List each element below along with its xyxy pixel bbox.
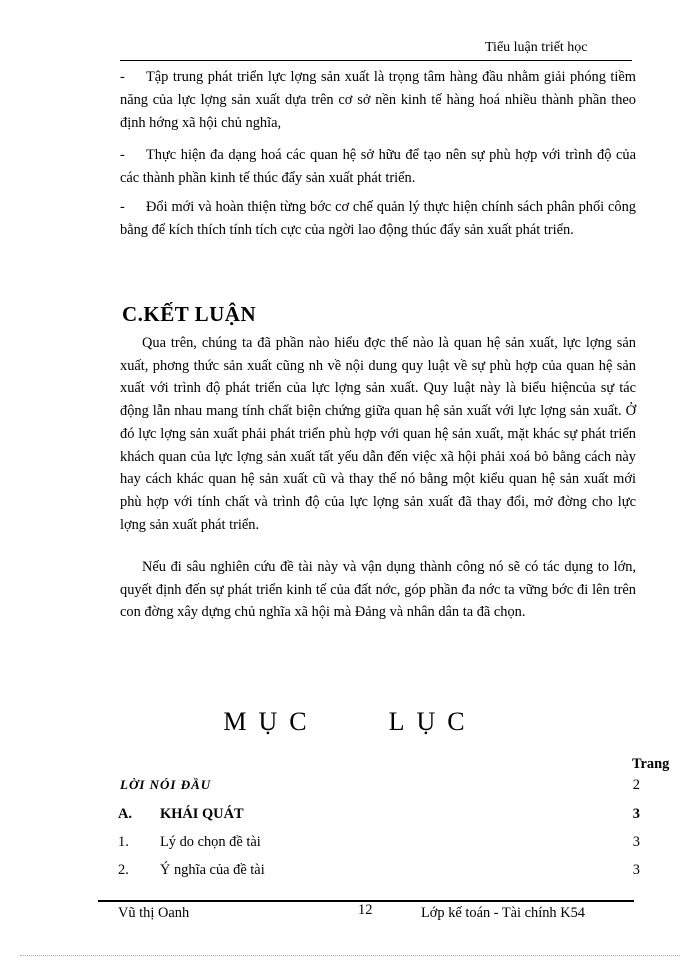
toc-row-page: 3 <box>632 862 640 878</box>
bullet-mark: - <box>120 199 125 215</box>
page-header: Tiểu luận triết học <box>485 40 588 55</box>
toc-row-page: 3 <box>632 806 640 822</box>
bullet-mark: - <box>120 147 125 163</box>
footer-class: Lớp kế toán - Tài chính K54 <box>421 905 586 921</box>
toc-row[interactable] <box>118 834 648 858</box>
toc-row-number: A. <box>118 806 132 822</box>
bullet-item <box>120 196 636 242</box>
bullet-item <box>120 66 636 135</box>
toc-row[interactable] <box>118 806 648 830</box>
toc-row-page: 2 <box>632 777 640 793</box>
section-title: C.KẾT LUẬN <box>122 302 257 326</box>
toc-row-number: 1. <box>118 834 129 850</box>
toc-row[interactable] <box>118 862 648 886</box>
header-rule <box>120 60 632 61</box>
bullet-text: Thực hiện đa dạng hoá các quan hệ sở hữu để tạo nên sự phù hợp với trình độ của các thành phần kinh tế thúc đẩy sản xuất phát triển. <box>120 147 636 186</box>
toc-title <box>0 707 700 737</box>
conclusion-paragraph: Nếu đi sâu nghiên cứu đề tài này và vận dụng thành công nó sẽ có tác dụng to lớn, quyết định đến sự phát triển kinh tế của đất nớc, góp phần đa nớc ta vững bớc đi lên trên con đờng xây dựng chủ nghĩa xã hội mà Đảng và nhân dân ta đã chọn. <box>120 559 636 621</box>
bullet-text: Tập trung phát triển lực lợng sản xuất là trọng tâm hàng đầu nhằm giải phóng tiềm năng của lực lợng sản xuất dựa trên cơ sở nền kinh tế hàng hoá nhiều thành phần theo định hớng xã hội chủ nghĩa, <box>120 69 636 131</box>
page-number: 12 <box>358 902 373 918</box>
bullet-item <box>120 144 636 190</box>
bullet-mark: - <box>120 69 125 85</box>
toc-title-left: MỤC <box>223 707 319 736</box>
toc-row-label: Lý do chọn đề tài <box>160 834 261 850</box>
page-edge-divider <box>20 955 680 956</box>
toc-row-label: KHÁI QUÁT <box>160 806 244 822</box>
toc-row-page: 3 <box>632 834 640 850</box>
toc-row-label: Ý nghĩa của đề tài <box>160 862 265 878</box>
footer-author: Vũ thị Oanh <box>118 905 190 921</box>
bullet-text: Đổi mới và hoàn thiện từng bớc cơ chế quản lý thực hiện chính sách phân phối công bằng để kích thích tính tích cực của ngời lao động thúc đẩy sản xuất phát triển. <box>120 199 636 238</box>
conclusion-paragraph: Qua trên, chúng ta đã phần nào hiểu đợc thế nào là quan hệ sản xuất, lực lợng sản xuất, phơng thức sản xuất cũng nh về nội dung quy luật về sự phù hợp của quan hệ sản xuất với trình độ phát triển của lực lợng sản xuất. Quy luật này là biểu hiệncủa sự tác động lẫn nhau mang tính chất biện chứng giữa quan hệ sản xuất với lực lợng sản xuất. Ở đó lực lợng sản xuất phải phát triển phù hợp với quan hệ sản xuất, mặt khác sự phát triển khách quan của lực lợng sản xuất tất yếu dẫn đến việc xã hội phải xoá bỏ bằng cách này hay cách khác quan hệ sản xuất cũ và thay thế nó bằng một kiểu quan hệ sản xuất mới phù hợp với tính chất và trình độ của lực lợng sản xuất đã thay đổi, mở đờng cho lực lợng sản xuất phát triển. <box>120 335 636 533</box>
toc-title-right: LỤC <box>388 707 477 736</box>
toc-page-header: Trang <box>632 756 670 772</box>
toc-row-label: LỜI NÓI ĐẦU <box>120 777 212 792</box>
toc-row-number: 2. <box>118 862 129 878</box>
toc-row[interactable] <box>118 777 648 801</box>
